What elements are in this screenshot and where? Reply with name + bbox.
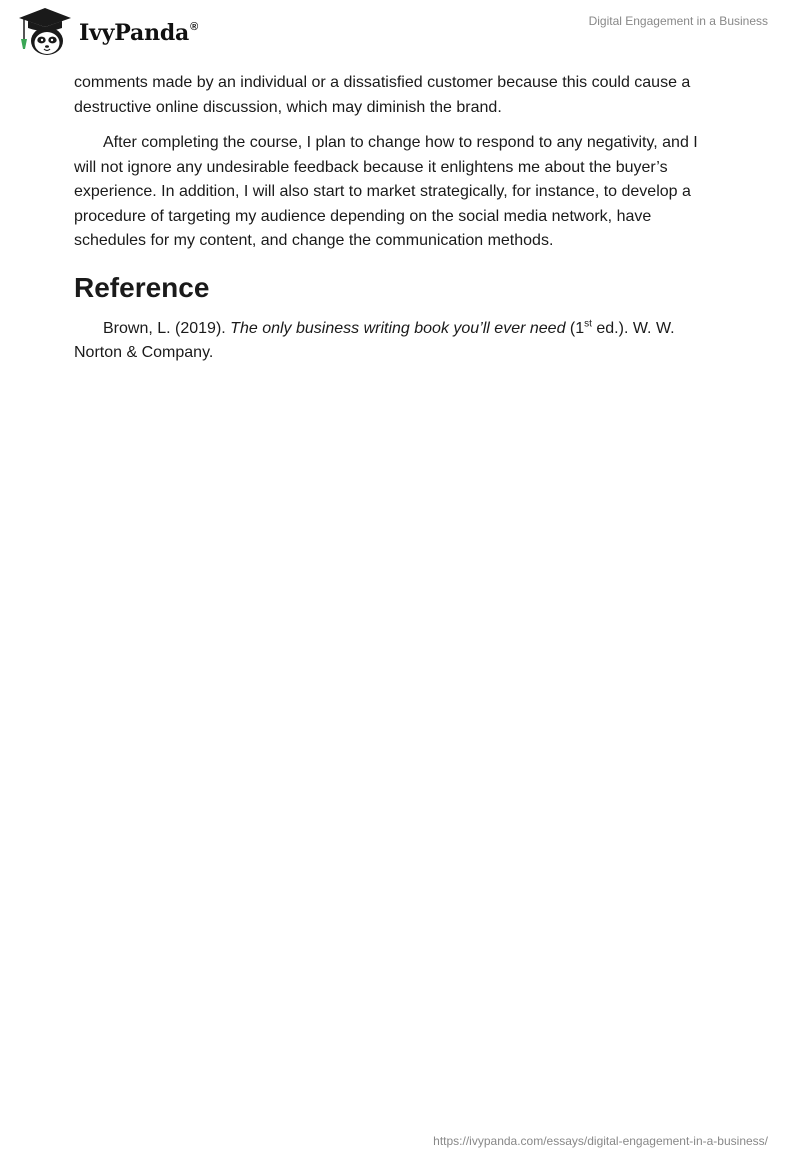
logo-wordmark [79,20,198,46]
reference-edition-sup: st [584,318,592,330]
panda-logo-icon [15,7,75,57]
body-paragraph-2: After completing the course, I plan to change how to respond to any negativity, and I will not ignore any undesirable feedback because it enlightens me about the buyer’s experience. In addition, I will also start to market strategically, for instance, to develop a procedure of targeting my audience depending on the social media network, have schedules for my content, and change the communication methods. [74,134,698,249]
reference-edition-open: (1 [565,319,585,337]
logo-name: IvyPanda [79,20,190,46]
registered-mark: ® [190,21,199,33]
body-paragraph-1: comments made by an individual or a dissatisfied customer because this could cause a destructive online discussion, which may diminish the brand. [74,74,691,116]
page-header [0,0,800,70]
reference-edition-close: ed.). W. W. Norton & Company. [74,319,675,361]
reference-heading: Reference [74,271,210,303]
reference-title: The only business writing book you’ll ever need [230,319,566,337]
reference-author: Brown, L. (2019). [103,319,231,337]
ivypanda-logo[interactable] [15,7,198,57]
running-title: Digital Engagement in a Business [588,14,768,28]
footer-url-link[interactable]: https://ivypanda.com/essays/digital-engagement-in-a-business/ [433,1134,768,1148]
reference-entry [74,317,724,366]
document-body [74,71,724,366]
